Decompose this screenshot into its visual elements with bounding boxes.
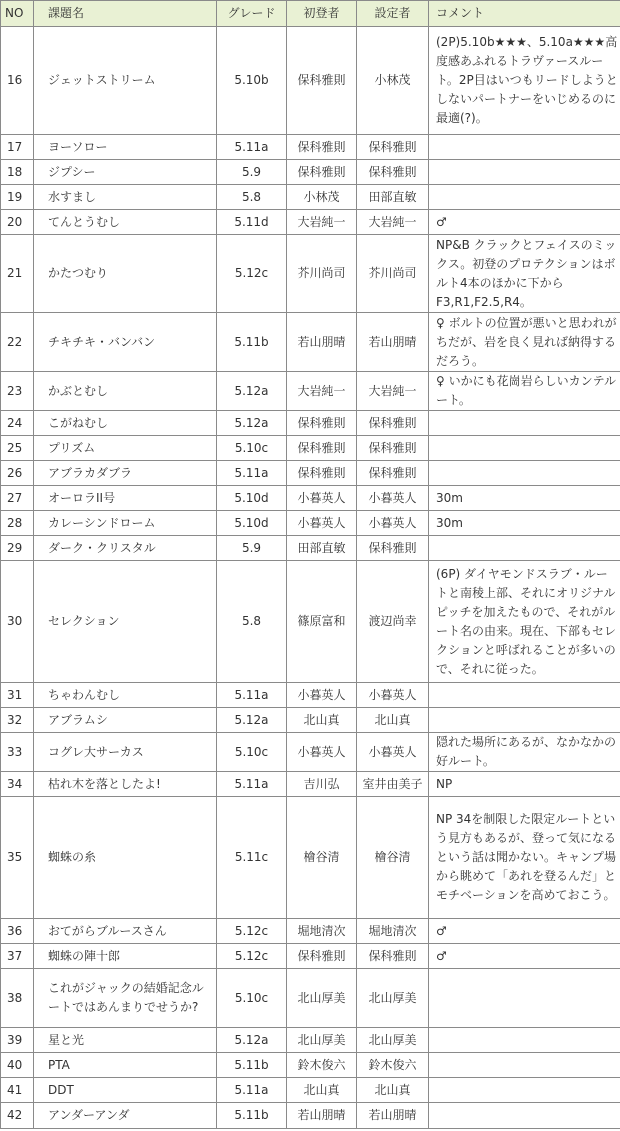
cell-comment <box>429 969 620 1028</box>
cell-no: 42 <box>1 1103 34 1129</box>
cell-setter: 大岩純一 <box>357 210 429 235</box>
cell-comment: 30m <box>429 511 620 536</box>
cell-setter: 保科雅則 <box>357 944 429 969</box>
header-comment: コメント <box>429 1 620 27</box>
cell-grade: 5.9 <box>217 536 287 561</box>
cell-setter: 堀地清次 <box>357 919 429 944</box>
cell-no: 22 <box>1 313 34 372</box>
cell-grade: 5.11b <box>217 1053 287 1078</box>
cell-comment: (6P) ダイヤモンドスラブ・ルートと南稜上部、それにオリジナルピッチを加えたもので、それがルート名の由来。現在、下部もセレクションと呼ばれることが多いので、それに従った。 <box>429 561 620 683</box>
cell-setter: 鈴木俊六 <box>357 1053 429 1078</box>
cell-route-name: アンダーアンダ <box>34 1103 217 1129</box>
cell-no: 23 <box>1 372 34 411</box>
table-row <box>1 135 620 160</box>
cell-route-name: ダーク・クリスタル <box>34 536 217 561</box>
cell-no: 41 <box>1 1078 34 1103</box>
cell-comment <box>429 536 620 561</box>
cell-setter: 小暮英人 <box>357 511 429 536</box>
cell-comment: (2P)5.10b★★★、5.10a★★★高度感あふれるトラヴァースルート。2P目はいつもリードしようとしないパートナーをいじめるのに最適(?)。 <box>429 27 620 135</box>
cell-grade: 5.10b <box>217 27 287 135</box>
cell-route-name: 水すまし <box>34 185 217 210</box>
cell-first-ascent: 北山厚美 <box>287 1028 357 1053</box>
cell-route-name: ジェットストリーム <box>34 27 217 135</box>
cell-no: 20 <box>1 210 34 235</box>
cell-first-ascent: 鈴木俊六 <box>287 1053 357 1078</box>
cell-no: 16 <box>1 27 34 135</box>
cell-route-name: おてがらブルースさん <box>34 919 217 944</box>
table-row <box>1 733 620 772</box>
cell-setter: 保科雅則 <box>357 461 429 486</box>
cell-route-name: ジプシー <box>34 160 217 185</box>
table-row <box>1 27 620 135</box>
cell-grade: 5.10c <box>217 733 287 772</box>
cell-grade: 5.12a <box>217 372 287 411</box>
cell-no: 24 <box>1 411 34 436</box>
table-row <box>1 708 620 733</box>
table-row <box>1 185 620 210</box>
cell-no: 25 <box>1 436 34 461</box>
cell-route-name: こがねむし <box>34 411 217 436</box>
table-row <box>1 561 620 683</box>
cell-comment <box>429 1028 620 1053</box>
cell-first-ascent: 檜谷清 <box>287 797 357 919</box>
cell-first-ascent: 小暮英人 <box>287 511 357 536</box>
cell-first-ascent: 保科雅則 <box>287 411 357 436</box>
cell-setter: 檜谷清 <box>357 797 429 919</box>
cell-route-name: DDT <box>34 1078 217 1103</box>
cell-no: 30 <box>1 561 34 683</box>
cell-first-ascent: 大岩純一 <box>287 210 357 235</box>
cell-no: 29 <box>1 536 34 561</box>
cell-no: 37 <box>1 944 34 969</box>
cell-first-ascent: 小暮英人 <box>287 683 357 708</box>
cell-comment <box>429 1103 620 1129</box>
cell-no: 17 <box>1 135 34 160</box>
cell-first-ascent: 堀地清次 <box>287 919 357 944</box>
table-row <box>1 160 620 185</box>
cell-first-ascent: 保科雅則 <box>287 160 357 185</box>
table-row <box>1 536 620 561</box>
cell-no: 32 <box>1 708 34 733</box>
cell-first-ascent: 保科雅則 <box>287 944 357 969</box>
cell-route-name: コグレ大サーカス <box>34 733 217 772</box>
cell-first-ascent: 若山朋晴 <box>287 313 357 372</box>
cell-no: 27 <box>1 486 34 511</box>
header-grade: グレード <box>217 1 287 27</box>
cell-route-name: セレクション <box>34 561 217 683</box>
cell-grade: 5.11a <box>217 461 287 486</box>
cell-grade: 5.11a <box>217 683 287 708</box>
cell-comment: 隠れた場所にあるが、なかなかの好ルート。 <box>429 733 620 772</box>
cell-comment <box>429 135 620 160</box>
cell-route-name: チキチキ・バンバン <box>34 313 217 372</box>
cell-no: 21 <box>1 235 34 313</box>
cell-setter: 若山朋晴 <box>357 313 429 372</box>
cell-first-ascent: 保科雅則 <box>287 27 357 135</box>
table-row <box>1 411 620 436</box>
cell-route-name: てんとうむし <box>34 210 217 235</box>
cell-grade: 5.8 <box>217 185 287 210</box>
cell-grade: 5.10c <box>217 436 287 461</box>
cell-first-ascent: 大岩純一 <box>287 372 357 411</box>
table-row <box>1 919 620 944</box>
header-setter: 設定者 <box>357 1 429 27</box>
cell-grade: 5.11b <box>217 313 287 372</box>
cell-no: 40 <box>1 1053 34 1078</box>
cell-route-name: オーロラII号 <box>34 486 217 511</box>
table-header <box>1 1 620 27</box>
cell-route-name: カレーシンドローム <box>34 511 217 536</box>
cell-first-ascent: 北山真 <box>287 708 357 733</box>
cell-comment <box>429 160 620 185</box>
cell-first-ascent: 小暮英人 <box>287 486 357 511</box>
cell-setter: 北山真 <box>357 1078 429 1103</box>
cell-no: 26 <box>1 461 34 486</box>
cell-no: 18 <box>1 160 34 185</box>
cell-setter: 小暮英人 <box>357 733 429 772</box>
cell-comment: ♂ <box>429 210 620 235</box>
cell-no: 36 <box>1 919 34 944</box>
cell-setter: 小暮英人 <box>357 683 429 708</box>
cell-grade: 5.11a <box>217 772 287 797</box>
cell-setter: 北山厚美 <box>357 1028 429 1053</box>
cell-setter: 小暮英人 <box>357 486 429 511</box>
cell-grade: 5.12c <box>217 919 287 944</box>
cell-grade: 5.11a <box>217 1078 287 1103</box>
cell-route-name: ちゃわんむし <box>34 683 217 708</box>
cell-comment: NP 34を制限した限定ルートという見方もあるが、登って気になるという話は聞かない。キャンプ場から眺めて「あれを登るんだ」とモチベーションを高めておこう。 <box>429 797 620 919</box>
cell-comment <box>429 1053 620 1078</box>
cell-first-ascent: 芥川尚司 <box>287 235 357 313</box>
cell-setter: 小林茂 <box>357 27 429 135</box>
cell-grade: 5.10d <box>217 486 287 511</box>
table-row <box>1 772 620 797</box>
cell-first-ascent: 篠原富和 <box>287 561 357 683</box>
cell-first-ascent: 北山真 <box>287 1078 357 1103</box>
cell-route-name: プリズム <box>34 436 217 461</box>
table-row <box>1 461 620 486</box>
table-row <box>1 1078 620 1103</box>
cell-setter: 北山真 <box>357 708 429 733</box>
cell-comment: NP <box>429 772 620 797</box>
table-row <box>1 511 620 536</box>
cell-setter: 大岩純一 <box>357 372 429 411</box>
header-name: 課題名 <box>34 1 217 27</box>
cell-route-name: 蜘蛛の糸 <box>34 797 217 919</box>
cell-comment <box>429 185 620 210</box>
cell-setter: 保科雅則 <box>357 411 429 436</box>
cell-setter: 田部直敏 <box>357 185 429 210</box>
cell-setter: 室井由美子 <box>357 772 429 797</box>
cell-setter: 北山厚美 <box>357 969 429 1028</box>
table-row <box>1 944 620 969</box>
table-row <box>1 1103 620 1129</box>
table-row <box>1 969 620 1028</box>
cell-grade: 5.12a <box>217 411 287 436</box>
table-row <box>1 313 620 372</box>
cell-grade: 5.12c <box>217 944 287 969</box>
cell-route-name: PTA <box>34 1053 217 1078</box>
cell-no: 34 <box>1 772 34 797</box>
cell-no: 38 <box>1 969 34 1028</box>
cell-first-ascent: 北山厚美 <box>287 969 357 1028</box>
cell-route-name: 星と光 <box>34 1028 217 1053</box>
cell-grade: 5.10d <box>217 511 287 536</box>
header-first-ascent: 初登者 <box>287 1 357 27</box>
cell-comment <box>429 436 620 461</box>
cell-comment <box>429 708 620 733</box>
cell-first-ascent: 若山朋晴 <box>287 1103 357 1129</box>
cell-route-name: アブラムシ <box>34 708 217 733</box>
cell-setter: 若山朋晴 <box>357 1103 429 1129</box>
cell-first-ascent: 田部直敏 <box>287 536 357 561</box>
cell-route-name: 枯れ木を落としたよ! <box>34 772 217 797</box>
cell-comment: ♂ <box>429 919 620 944</box>
cell-setter: 芥川尚司 <box>357 235 429 313</box>
cell-setter: 保科雅則 <box>357 160 429 185</box>
table-row <box>1 1028 620 1053</box>
cell-route-name: かぶとむし <box>34 372 217 411</box>
table-row <box>1 372 620 411</box>
cell-first-ascent: 保科雅則 <box>287 461 357 486</box>
table-body <box>1 27 620 1129</box>
cell-comment: ♀ ボルトの位置が悪いと思われがちだが、岩を良く見れば納得するだろう。 <box>429 313 620 372</box>
cell-grade: 5.11a <box>217 135 287 160</box>
table-row <box>1 486 620 511</box>
cell-setter: 渡辺尚幸 <box>357 561 429 683</box>
cell-route-name: アブラカダブラ <box>34 461 217 486</box>
table-row <box>1 1053 620 1078</box>
cell-no: 39 <box>1 1028 34 1053</box>
cell-grade: 5.9 <box>217 160 287 185</box>
cell-grade: 5.10c <box>217 969 287 1028</box>
cell-no: 19 <box>1 185 34 210</box>
cell-grade: 5.12a <box>217 708 287 733</box>
cell-no: 28 <box>1 511 34 536</box>
cell-first-ascent: 保科雅則 <box>287 436 357 461</box>
cell-comment: ♀ いかにも花崗岩らしいカンテルート。 <box>429 372 620 411</box>
header-no: NO <box>1 1 34 27</box>
cell-comment <box>429 461 620 486</box>
table-row <box>1 683 620 708</box>
cell-no: 31 <box>1 683 34 708</box>
cell-grade: 5.11d <box>217 210 287 235</box>
cell-grade: 5.8 <box>217 561 287 683</box>
cell-first-ascent: 小林茂 <box>287 185 357 210</box>
cell-comment <box>429 683 620 708</box>
cell-no: 33 <box>1 733 34 772</box>
table-row <box>1 797 620 919</box>
cell-comment: 30m <box>429 486 620 511</box>
table-row <box>1 210 620 235</box>
cell-route-name: ヨーソロー <box>34 135 217 160</box>
cell-route-name: 蜘蛛の陣十郎 <box>34 944 217 969</box>
cell-route-name: かたつむり <box>34 235 217 313</box>
cell-comment <box>429 1078 620 1103</box>
cell-comment <box>429 411 620 436</box>
cell-grade: 5.11c <box>217 797 287 919</box>
cell-comment: ♂ <box>429 944 620 969</box>
cell-setter: 保科雅則 <box>357 135 429 160</box>
table-row <box>1 235 620 313</box>
cell-first-ascent: 小暮英人 <box>287 733 357 772</box>
cell-grade: 5.12c <box>217 235 287 313</box>
cell-first-ascent: 保科雅則 <box>287 135 357 160</box>
cell-setter: 保科雅則 <box>357 436 429 461</box>
cell-grade: 5.12a <box>217 1028 287 1053</box>
table-row <box>1 436 620 461</box>
cell-route-name: これがジャックの結婚記念ルートではあんまりでせうか? <box>34 969 217 1028</box>
cell-comment: NP&B クラックとフェイスのミックス。初登のプロテクションはボルト4本のほかに下からF3,R1,F2.5,R4。 <box>429 235 620 313</box>
cell-no: 35 <box>1 797 34 919</box>
cell-grade: 5.11b <box>217 1103 287 1129</box>
cell-setter: 保科雅則 <box>357 536 429 561</box>
cell-first-ascent: 吉川弘 <box>287 772 357 797</box>
